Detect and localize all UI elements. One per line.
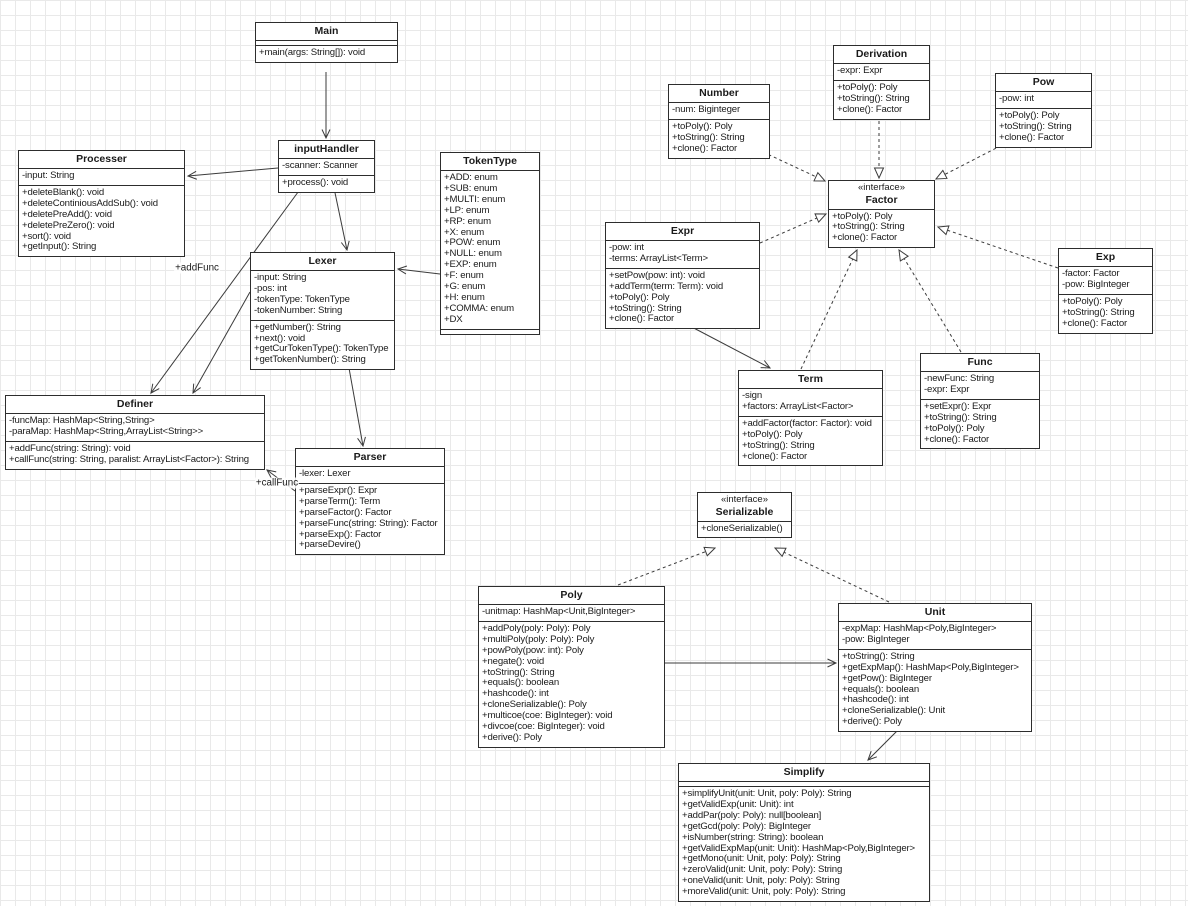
class-poly[interactable] bbox=[478, 586, 665, 748]
member-line: -sign bbox=[742, 390, 763, 401]
member-line: -factor: Factor bbox=[1062, 268, 1120, 279]
class-section bbox=[829, 209, 934, 248]
class-section bbox=[479, 621, 664, 747]
class-title: Number bbox=[699, 87, 739, 99]
class-title: Derivation bbox=[855, 48, 908, 60]
member-line: +oneValid(unit: Unit, poly: Poly): String bbox=[682, 875, 840, 887]
class-expr[interactable] bbox=[605, 222, 760, 329]
member-line: +main(args: String[]): void bbox=[259, 47, 366, 58]
class-title: Exp bbox=[1095, 251, 1116, 263]
edge-label-inputhandler-to-definer[interactable]: +addFunc bbox=[175, 262, 219, 274]
member-line: +POW: enum bbox=[444, 237, 501, 249]
member-line: +parseFactor(): Factor bbox=[299, 506, 392, 518]
member-line: +derive(): Poly bbox=[482, 731, 542, 743]
member-line: -input: String bbox=[254, 272, 307, 283]
class-title: Simplify bbox=[783, 766, 825, 778]
class-header bbox=[839, 604, 1031, 621]
member-line: -pow: int bbox=[999, 93, 1034, 104]
class-section bbox=[679, 786, 929, 901]
class-section bbox=[441, 170, 539, 329]
member-line: +callFunc(string: String, paralist: ArrayList<Factor>): String bbox=[9, 453, 249, 465]
class-sections bbox=[256, 40, 397, 62]
member-line: +derive(): Poly bbox=[842, 716, 902, 728]
class-title: inputHandler bbox=[294, 143, 359, 155]
member-line: +toString(): String bbox=[742, 439, 815, 451]
class-exp[interactable] bbox=[1058, 248, 1153, 334]
class-factor[interactable] bbox=[828, 180, 935, 248]
class-number[interactable] bbox=[668, 84, 770, 159]
class-sections bbox=[296, 466, 444, 554]
class-sections bbox=[921, 371, 1039, 448]
member-line: -pow: BigInteger bbox=[1062, 278, 1130, 290]
member-line: +toString(): String bbox=[672, 131, 745, 143]
member-line: +toString(): String bbox=[832, 221, 905, 233]
class-title: Processer bbox=[76, 153, 127, 165]
member-line: +clone(): Factor bbox=[924, 433, 990, 445]
class-section bbox=[739, 416, 882, 466]
member-line: +toPoly(): Poly bbox=[837, 81, 898, 93]
member-line: +clone(): Factor bbox=[999, 131, 1065, 143]
member-line: +equals(): boolean bbox=[482, 677, 560, 689]
member-line: +divcoe(coe: BigInteger): void bbox=[482, 721, 605, 733]
class-section bbox=[834, 63, 929, 80]
member-line: +getValidExpMap(unit: Unit): HashMap<Poly,BigInteger> bbox=[682, 842, 915, 854]
class-pow[interactable] bbox=[995, 73, 1092, 148]
member-line: +toPoly(): Poly bbox=[999, 109, 1060, 121]
member-line: +getPow(): BigInteger bbox=[842, 672, 932, 684]
member-line: +ADD: enum bbox=[444, 172, 498, 183]
member-line: +addPoly(poly: Poly): Poly bbox=[482, 622, 591, 634]
member-line: -scanner: Scanner bbox=[282, 160, 358, 171]
class-section bbox=[921, 399, 1039, 449]
member-line: +toString(): String bbox=[1062, 306, 1135, 318]
edge-tokentype-to-lexer[interactable] bbox=[398, 269, 440, 274]
edge-lexer-to-definer[interactable] bbox=[193, 292, 250, 393]
class-title: Term bbox=[798, 373, 823, 385]
member-line: +clone(): Factor bbox=[1062, 317, 1128, 329]
class-section bbox=[6, 413, 264, 441]
member-line: +getTokenNumber(): String bbox=[254, 354, 366, 366]
member-line: +getMono(unit: Unit, poly: Poly): String bbox=[682, 853, 841, 865]
class-header bbox=[698, 493, 791, 521]
member-line: +clone(): Factor bbox=[742, 450, 808, 462]
member-line: +getValidExp(unit: Unit): int bbox=[682, 798, 794, 810]
member-line: +deleteContiniousAddSub(): void bbox=[22, 197, 158, 209]
class-section bbox=[834, 80, 929, 119]
class-header bbox=[996, 74, 1091, 91]
class-section bbox=[479, 604, 664, 621]
member-line: +parseExpr(): Expr bbox=[299, 484, 378, 496]
class-header bbox=[279, 141, 374, 158]
member-line: -pow: int bbox=[609, 242, 644, 253]
member-line: -pos: int bbox=[254, 282, 287, 294]
member-line: +parseDevire() bbox=[299, 539, 361, 551]
class-tokentype[interactable] bbox=[440, 152, 540, 335]
member-line: +addPar(poly: Poly): null[boolean] bbox=[682, 809, 822, 821]
class-unit[interactable] bbox=[838, 603, 1032, 732]
class-title: Poly bbox=[560, 589, 583, 601]
member-line: +process(): void bbox=[282, 176, 349, 188]
class-section bbox=[669, 102, 769, 119]
member-line: +addFactor(factor: Factor): void bbox=[742, 417, 872, 429]
class-header bbox=[921, 354, 1039, 371]
member-line: -expr: Expr bbox=[837, 65, 883, 76]
class-sections bbox=[996, 91, 1091, 147]
class-section bbox=[921, 371, 1039, 399]
member-line: +getCurTokenType(): TokenType bbox=[254, 343, 389, 355]
edge-poly-to-serializable[interactable] bbox=[618, 548, 715, 585]
class-header bbox=[441, 153, 539, 170]
class-simplify[interactable] bbox=[678, 763, 930, 902]
class-sections bbox=[251, 270, 394, 369]
class-section bbox=[441, 329, 539, 334]
class-header bbox=[6, 396, 264, 413]
class-main[interactable] bbox=[255, 22, 398, 63]
member-line: +moreValid(unit: Unit, poly: Poly): String bbox=[682, 886, 846, 898]
class-sections bbox=[679, 781, 929, 901]
class-section bbox=[296, 466, 444, 483]
member-line: -unitmap: HashMap<Unit,BigInteger> bbox=[482, 606, 636, 617]
member-line: +toPoly(): Poly bbox=[672, 120, 733, 132]
member-line: +powPoly(pow: int): Poly bbox=[482, 644, 584, 656]
member-line: +toPoly(): Poly bbox=[609, 291, 670, 303]
member-line: +equals(): boolean bbox=[842, 683, 920, 695]
class-section bbox=[19, 185, 184, 256]
edge-unit-to-serializable[interactable] bbox=[775, 548, 889, 602]
class-func[interactable] bbox=[920, 353, 1040, 449]
member-line: -tokenType: TokenType bbox=[254, 293, 350, 305]
class-title: Definer bbox=[116, 398, 154, 410]
member-line: -lexer: Lexer bbox=[299, 468, 351, 479]
member-line: -tokenNumber: String bbox=[254, 304, 343, 316]
member-line: +toString(): String bbox=[837, 92, 910, 104]
class-title: Parser bbox=[353, 451, 387, 463]
class-title: Lexer bbox=[308, 255, 337, 267]
class-header bbox=[296, 449, 444, 466]
member-line: -expr: Expr bbox=[924, 383, 970, 395]
class-title: TokenType bbox=[463, 155, 517, 167]
member-line: +toPoly(): Poly bbox=[924, 422, 985, 434]
class-sections bbox=[829, 209, 934, 248]
edge-expr-to-term[interactable] bbox=[688, 325, 770, 368]
member-line: +sort(): void bbox=[22, 230, 71, 242]
edge-lexer-to-parser[interactable] bbox=[349, 368, 363, 446]
class-title: Factor bbox=[865, 193, 898, 206]
class-header bbox=[251, 253, 394, 270]
member-line: +RP: enum bbox=[444, 215, 491, 227]
member-line: +toPoly(): Poly bbox=[832, 210, 893, 222]
member-line: +toPoly(): Poly bbox=[742, 428, 803, 440]
class-sections bbox=[1059, 266, 1152, 333]
edge-label-parser-to-definer[interactable]: +callFunc bbox=[255, 477, 299, 489]
member-line: +simplifyUnit(unit: Unit, poly: Poly): String bbox=[682, 788, 852, 799]
class-header bbox=[834, 46, 929, 63]
member-line: -paraMap: HashMap<String,ArrayList<String>> bbox=[9, 425, 204, 437]
class-title: Func bbox=[967, 356, 993, 368]
class-header bbox=[256, 23, 397, 40]
class-section bbox=[996, 108, 1091, 147]
class-section bbox=[606, 268, 759, 329]
class-sections bbox=[698, 521, 791, 538]
class-header bbox=[606, 223, 759, 240]
class-section bbox=[256, 45, 397, 62]
class-derivation[interactable] bbox=[833, 45, 930, 120]
edge-exp-to-factor[interactable] bbox=[938, 227, 1058, 268]
member-line: +getExpMap(): HashMap<Poly,BigInteger> bbox=[842, 661, 1019, 673]
class-section bbox=[996, 91, 1091, 108]
member-line: -terms: ArrayList<Term> bbox=[609, 252, 708, 264]
edge-term-to-factor[interactable] bbox=[801, 250, 857, 369]
class-title: Unit bbox=[924, 606, 946, 618]
member-line: +getInput(): String bbox=[22, 241, 97, 253]
class-sections bbox=[606, 240, 759, 328]
class-section bbox=[296, 483, 444, 554]
member-line: -funcMap: HashMap<String,String> bbox=[9, 415, 155, 426]
member-line: +clone(): Factor bbox=[832, 232, 898, 244]
member-line: +getGcd(poly: Poly): BigInteger bbox=[682, 820, 811, 832]
member-line: +zeroValid(unit: Unit, poly: Poly): String bbox=[682, 864, 843, 876]
class-section bbox=[6, 441, 264, 469]
class-title: Expr bbox=[670, 225, 695, 237]
member-line: +EXP: enum bbox=[444, 259, 497, 271]
member-line: +addFunc(string: String): void bbox=[9, 442, 131, 454]
class-header bbox=[679, 764, 929, 781]
class-sections bbox=[669, 102, 769, 158]
class-section bbox=[839, 649, 1031, 731]
class-header bbox=[829, 181, 934, 209]
edge-inputhandler-to-lexer[interactable] bbox=[334, 188, 347, 250]
member-line: +NULL: enum bbox=[444, 248, 502, 260]
class-sections bbox=[279, 158, 374, 192]
edge-inputhandler-to-processer[interactable] bbox=[188, 168, 278, 176]
class-header bbox=[1059, 249, 1152, 266]
class-sections bbox=[441, 170, 539, 334]
edge-func-to-factor[interactable] bbox=[899, 250, 961, 352]
member-line: +setPow(pow: int): void bbox=[609, 269, 705, 281]
member-line: +toPoly(): Poly bbox=[1062, 295, 1123, 307]
member-line: +deleteBlank(): void bbox=[22, 186, 105, 198]
member-line: +setExpr(): Expr bbox=[924, 400, 992, 412]
member-line: +multiPoly(poly: Poly): Poly bbox=[482, 633, 595, 645]
class-header bbox=[669, 85, 769, 102]
member-line: +G: enum bbox=[444, 281, 486, 293]
class-section bbox=[606, 240, 759, 268]
class-title: Pow bbox=[1032, 76, 1055, 88]
member-line: +toString(): String bbox=[842, 650, 915, 662]
class-section bbox=[251, 270, 394, 320]
member-line: -num: Biginteger bbox=[672, 104, 740, 115]
class-inputhandler[interactable] bbox=[278, 140, 375, 193]
member-line: +parseFunc(string: String): Factor bbox=[299, 517, 438, 529]
class-section bbox=[251, 320, 394, 370]
member-line: +getNumber(): String bbox=[254, 321, 341, 333]
member-line: +hashcode(): int bbox=[482, 688, 549, 700]
member-line: +clone(): Factor bbox=[609, 313, 675, 325]
member-line: +deletePreAdd(): void bbox=[22, 208, 112, 220]
class-section bbox=[698, 521, 791, 538]
class-title: Serializable bbox=[715, 505, 774, 518]
member-line: +cloneSerializable(): Poly bbox=[482, 699, 587, 711]
class-term[interactable] bbox=[738, 370, 883, 466]
member-line: +LP: enum bbox=[444, 204, 490, 216]
member-line: +multicoe(coe: BigInteger): void bbox=[482, 710, 613, 722]
member-line: +toString(): String bbox=[999, 120, 1072, 132]
member-line: +MULTI: enum bbox=[444, 193, 506, 205]
member-line: -newFunc: String bbox=[924, 373, 995, 384]
edge-number-to-factor[interactable] bbox=[763, 152, 825, 181]
member-line: +next(): void bbox=[254, 332, 306, 344]
member-line: +COMMA: enum bbox=[444, 302, 514, 314]
class-title: Main bbox=[314, 25, 339, 37]
member-line: +clone(): Factor bbox=[837, 103, 903, 115]
class-section bbox=[279, 175, 374, 192]
member-line: +addTerm(term: Term): void bbox=[609, 280, 724, 292]
class-section bbox=[839, 621, 1031, 649]
class-sections bbox=[6, 413, 264, 469]
class-lexer[interactable] bbox=[250, 252, 395, 370]
class-header bbox=[739, 371, 882, 388]
member-line: +cloneSerializable(): Unit bbox=[842, 705, 946, 717]
member-line: +hashcode(): int bbox=[842, 694, 909, 706]
member-line: +parseExp(): Factor bbox=[299, 528, 382, 540]
edge-expr-to-factor[interactable] bbox=[760, 214, 826, 243]
member-line: -pow: BigInteger bbox=[842, 633, 910, 645]
class-section bbox=[1059, 294, 1152, 333]
class-sections bbox=[834, 63, 929, 119]
class-sections bbox=[839, 621, 1031, 731]
class-sections bbox=[19, 168, 184, 256]
member-line: +isNumber(string: String): boolean bbox=[682, 831, 824, 843]
member-line: +parseTerm(): Term bbox=[299, 495, 381, 507]
class-header bbox=[19, 151, 184, 168]
member-line: +toString(): String bbox=[609, 302, 682, 314]
class-section bbox=[669, 119, 769, 158]
member-line: +deletePreZero(): void bbox=[22, 219, 115, 231]
member-line: +H: enum bbox=[444, 291, 485, 303]
member-line: +DX bbox=[444, 313, 463, 325]
class-section bbox=[739, 388, 882, 416]
class-section bbox=[19, 168, 184, 185]
class-parser[interactable] bbox=[295, 448, 445, 555]
member-line: +SUB: enum bbox=[444, 182, 498, 194]
class-serializable[interactable] bbox=[697, 492, 792, 538]
member-line: +X: enum bbox=[444, 226, 485, 238]
member-line: +clone(): Factor bbox=[672, 142, 738, 154]
class-processer[interactable] bbox=[18, 150, 185, 257]
class-section bbox=[279, 158, 374, 175]
member-line: +negate(): void bbox=[482, 655, 545, 667]
class-stereotype: «interface» bbox=[720, 494, 768, 505]
class-section bbox=[1059, 266, 1152, 294]
class-sections bbox=[479, 604, 664, 747]
member-line: +factors: ArrayList<Factor> bbox=[742, 400, 854, 412]
member-line: -input: String bbox=[22, 170, 75, 181]
member-line: -expMap: HashMap<Poly,BigInteger> bbox=[842, 623, 997, 634]
member-line: +toString(): String bbox=[924, 411, 997, 423]
member-line: +cloneSerializable() bbox=[701, 522, 783, 534]
member-line: +toString(): String bbox=[482, 666, 555, 678]
class-stereotype: «interface» bbox=[857, 182, 905, 193]
member-line: +F: enum bbox=[444, 270, 484, 282]
class-sections bbox=[739, 388, 882, 465]
class-definer[interactable] bbox=[5, 395, 265, 470]
class-header bbox=[479, 587, 664, 604]
